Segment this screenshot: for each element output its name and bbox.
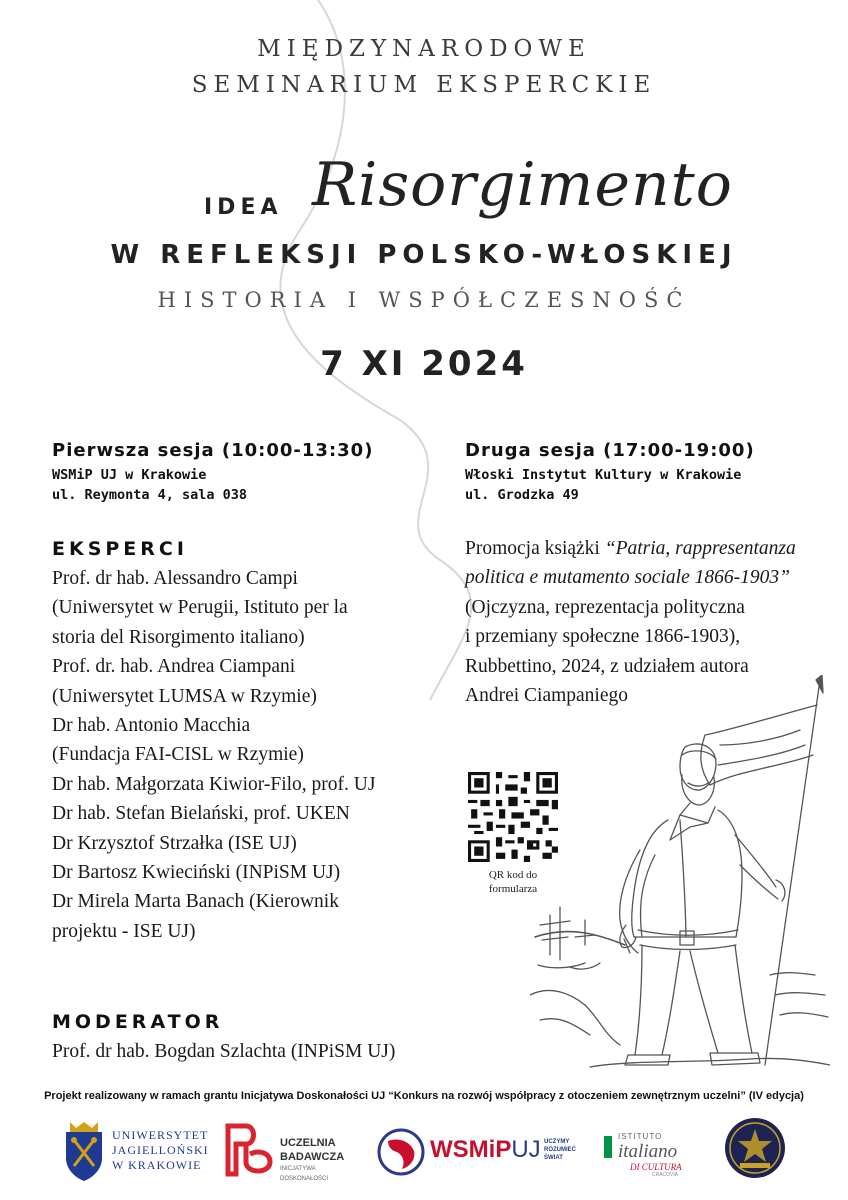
promo-text: Promocja książki: [465, 538, 605, 559]
expert-line: Dr hab. Małgorzata Kiwior-Filo, prof. UJ: [52, 773, 376, 795]
uj-name: JAGIELLOŃSKI: [112, 1143, 209, 1157]
title-idea: IDEA: [204, 195, 283, 220]
garibaldi-illustration: [530, 675, 830, 1075]
italian-flag-green: [604, 1136, 612, 1158]
session-2-title: Druga sesja (17:00-19:00): [465, 440, 755, 461]
logo-wsmip-uj[interactable]: [376, 1124, 586, 1180]
expert-line: (Fundacja FAI-CISL w Rzymie): [52, 744, 304, 766]
promo-text: Andrei Ciampaniego: [465, 685, 628, 707]
experts-list: [52, 564, 375, 946]
promo-text: i przemiany społeczne 1866-1903),: [465, 626, 741, 648]
uj-name: W KRAKOWIE: [112, 1158, 202, 1172]
title-tagline: HISTORIA I WSPÓŁCZESNOŚĆ: [157, 288, 691, 312]
expert-line: projektu - ISE UJ): [52, 920, 196, 942]
expert-line: Dr Mirela Marta Banach (Kierownik: [52, 891, 339, 913]
logo-uj[interactable]: [62, 1120, 209, 1184]
session-1: [52, 440, 373, 505]
session-1-address: ul. Reymonta 4, sala 038: [52, 487, 248, 503]
experts-heading: EKSPERCI: [52, 538, 188, 560]
footer-grant-note: Projekt realizowany w ramach grantu Inicjatywa Doskonałości UJ “Konkurs na rozwój współpracy z otoczeniem zewnętrznym uczelni” (IV edycja): [44, 1090, 804, 1102]
title-script: Risorgimento: [312, 150, 733, 220]
wsmip-tagline: ROZUMIEĆ: [544, 1147, 576, 1153]
qr-caption-line: QR kod do: [488, 869, 538, 881]
iic-line2: italiano: [618, 1141, 678, 1162]
project-badge-logo[interactable]: [724, 1117, 786, 1179]
expert-line: storia del Risorgimento italiano): [52, 626, 305, 648]
promo-title: “Patria, rappresentanza: [604, 538, 796, 559]
uj-crest-icon: [62, 1120, 106, 1182]
wsmip-wordmark: WSMiP: [430, 1136, 512, 1163]
session-2: [465, 440, 755, 505]
session-1-title: Pierwsza sesja (10:00-13:30): [52, 440, 374, 461]
event-date: 7 XI 2024: [320, 344, 528, 384]
ub-name: BADAWCZA: [280, 1151, 345, 1163]
logo-istituto-italiano[interactable]: [604, 1128, 704, 1180]
moderator-name: Prof. dr hab. Bogdan Szlachta (INPiSM UJ): [52, 1041, 396, 1062]
expert-line: Dr hab. Stefan Bielański, prof. UKEN: [52, 803, 350, 825]
uj-name: UNIWERSYTET: [112, 1128, 209, 1142]
wsmip-globe-icon: [376, 1127, 426, 1177]
expert-line: Prof. dr. hab. Andrea Ciampani: [52, 656, 296, 678]
ub-emblem-icon: [222, 1122, 274, 1178]
session-1-place: WSMiP UJ w Krakowie: [52, 467, 207, 483]
expert-line: Prof. dr hab. Alessandro Campi: [52, 568, 298, 589]
expert-line: Dr hab. Antonio Macchia: [52, 715, 251, 737]
iic-line4: CRACOVIA: [652, 1172, 679, 1178]
logo-uczelnia-badawcza[interactable]: [222, 1122, 352, 1180]
wsmip-uj: UJ: [511, 1136, 541, 1163]
header-line-1: MIĘDZYNARODOWE: [257, 36, 591, 62]
expert-line: (Uniwersytet w Perugii, Istituto per la: [52, 597, 348, 619]
expert-line: Dr Krzysztof Strzałka (ISE UJ): [52, 832, 297, 854]
promo-text: Rubbettino, 2024, z udziałem autora: [465, 655, 749, 677]
promo-text: (Ojczyzna, reprezentacja polityczna: [465, 596, 745, 618]
iic-line3: DI CULTURA: [630, 1162, 682, 1172]
expert-line: Dr Bartosz Kwieciński (INPiSM UJ): [52, 862, 341, 884]
iic-line1: ISTITUTO: [618, 1132, 663, 1141]
promo-title: politica e mutamento sociale 1866-1903”: [465, 567, 790, 589]
session-2-address: ul. Grodzka 49: [465, 487, 579, 503]
wsmip-tagline: UCZYMY: [544, 1139, 570, 1145]
moderator-heading: MODERATOR: [52, 1011, 224, 1033]
ub-tagline: INICJATYWA DOSKONAŁOŚCI: [280, 1166, 329, 1182]
session-2-place: Włoski Instytut Kultury w Krakowie: [465, 467, 742, 483]
ub-name: UCZELNIA: [280, 1137, 336, 1149]
expert-line: (Uniwersytet LUMSA w Rzymie): [52, 685, 317, 707]
header-line-2: SEMINARIUM EKSPERCKIE: [191, 72, 657, 98]
title-subtitle: W REFLEKSJI POLSKO-WŁOSKIEJ: [110, 240, 738, 270]
wsmip-tagline: ŚWIAT: [544, 1155, 563, 1161]
qr-caption-line: formularza: [488, 883, 538, 895]
